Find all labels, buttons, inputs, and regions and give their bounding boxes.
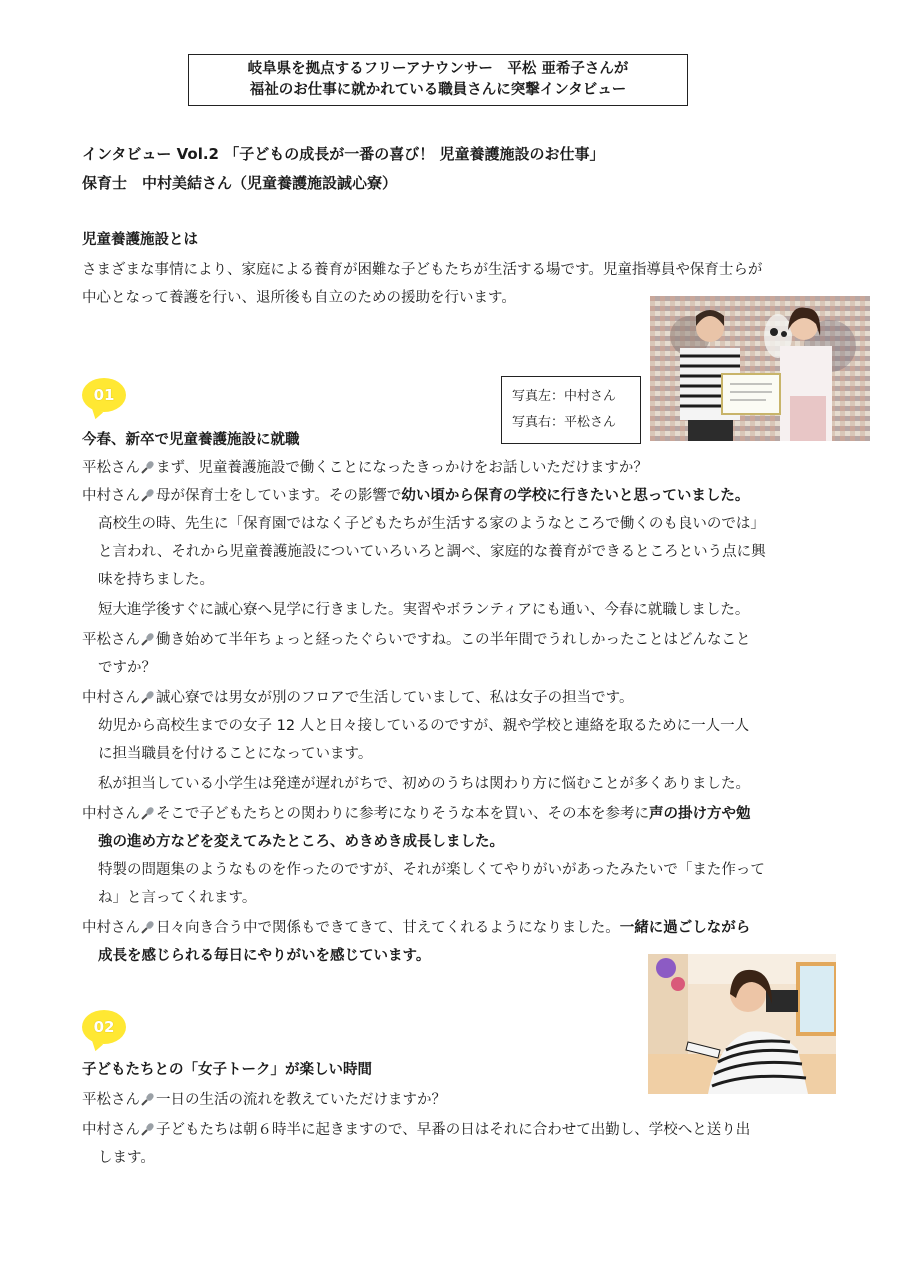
microphone-icon [141, 1122, 155, 1136]
dialogue-emphasis: 一緒に過ごしながら [619, 920, 751, 936]
speaker-name: 平松さん [82, 460, 140, 476]
dialogue-text: 誠心寮では男女が別のフロアで生活していまして、私は女子の担当です。 [156, 690, 634, 706]
speaker-name: 中村さん [82, 806, 140, 822]
dialogue-text: そこで子どもたちとの関わりに参考になりそうな本を買い、その本を参考に [156, 806, 649, 822]
dialogue-line [82, 454, 648, 482]
microphone-icon [141, 690, 155, 704]
dialogue-line [82, 800, 751, 828]
microphone-icon [141, 632, 155, 646]
speaker-name: 中村さん [82, 1122, 140, 1138]
microphone-icon [141, 806, 155, 820]
dialogue-continuation: 幼児から高校生までの女子 12 人と日々接しているのですが、親や学校と連絡を取るために一人一人 [98, 718, 750, 734]
microphone-icon [141, 488, 155, 502]
dialogue-text: 子どもたちは朝６時半に起きますので、早番の日はそれに合わせて出勤し、学校へと送り出 [156, 1122, 751, 1138]
dialogue-line [82, 626, 751, 654]
photo-interview-pair [650, 296, 870, 441]
intro-heading: 児童養護施設とは [82, 232, 198, 248]
article-subtitle: 保育士 中村美結さん（児童養護施設誠心寮） [82, 174, 398, 192]
dialogue-emphasis: 幼い頃から保育の学校に行きたいと思っていました。 [401, 488, 750, 504]
photo-nakamura-facility [648, 954, 836, 1094]
dialogue-continuation: 味を持ちました。 [98, 572, 214, 588]
speaker-name: 中村さん [82, 920, 140, 936]
intro-line-2: 中心となって養護を行い、退所後も自立のための援助を行います。 [82, 290, 516, 306]
dialogue-text: 母が保育士をしています。その影響で [156, 488, 402, 504]
dialogue-line [82, 684, 633, 712]
speaker-name: 平松さん [82, 1092, 140, 1108]
speaker-name: 中村さん [82, 488, 140, 504]
dialogue-continuation: ですか？ [98, 660, 156, 676]
dialogue-continuation: と言われ、それから児童養護施設についていろいろと調べ、家庭的な養育ができるところという点に興 [98, 544, 766, 560]
dialogue-continuation: ね」と言ってくれます。 [98, 890, 257, 906]
dialogue-line [82, 482, 749, 510]
dialogue-continuation: 特製の問題集のようなものを作ったのですが、それが楽しくてやりがいがあったみたいで「また作って [98, 862, 765, 878]
microphone-icon [141, 1092, 155, 1106]
dialogue-continuation: に担当職員を付けることになっています。 [98, 746, 373, 762]
microphone-icon [141, 460, 155, 474]
article-title: インタビュー Vol.2 「子どもの成長が一番の喜び！ 児童養護施設のお仕事」 [82, 145, 605, 163]
speaker-name: 平松さん [82, 632, 140, 648]
dialogue-continuation: 私が担当している小学生は発達が遅れがちで、初めのうちは関わり方に悩むことが多くありました。 [98, 776, 751, 792]
dialogue-emphasis: 強の進め方などを変えてみたところ、めきめき成長しました。 [98, 834, 504, 850]
section-badge-01: 01 [82, 378, 126, 412]
dialogue-continuation: します。 [98, 1150, 155, 1166]
dialogue-line [82, 1086, 446, 1114]
dialogue-emphasis: 声の掛け方や勉 [649, 806, 751, 822]
dialogue-emphasis: 成長を感じられる毎日にやりがいを感じています。 [98, 948, 431, 964]
section-badge-02: 02 [82, 1010, 126, 1044]
caption-left: 写真左：中村さん [512, 389, 617, 404]
dialogue-continuation: 高校生の時、先生に「保育園ではなく子どもたちが生活する家のようなところで働くのも良いのでは」 [98, 516, 765, 532]
header-line-1: 岐阜県を拠点するフリーアナウンサー 平松 亜希子さんが [247, 61, 629, 77]
microphone-icon [141, 920, 155, 934]
dialogue-text: 一日の生活の流れを教えていただけますか？ [156, 1092, 446, 1108]
dialogue-continuation: 短大進学後すぐに誠心寮へ見学に行きました。実習やボランティアにも通い、今春に就職しました。 [98, 602, 750, 618]
dialogue-text: 日々向き合う中で関係もできてきて、甘えてくれるようになりました。 [156, 920, 620, 936]
caption-right: 写真右：平松さん [512, 415, 617, 430]
section-2-heading: 子どもたちとの「女子トーク」が楽しい時間 [82, 1062, 372, 1078]
dialogue-line [82, 1116, 750, 1144]
section-1-heading: 今春、新卒で児童養護施設に就職 [82, 432, 300, 448]
header-box [188, 54, 688, 106]
dialogue-text: まず、児童養護施設で働くことになったきっかけをお話しいただけますか？ [156, 460, 648, 476]
photo-caption-box [501, 376, 641, 444]
dialogue-text: 働き始めて半年ちょっと経ったぐらいですね。この半年間でうれしかったことはどんなこと [156, 632, 751, 648]
intro-line-1: さまざまな事情により、家庭による養育が困難な子どもたちが生活する場です。児童指導員や保育士らが [82, 262, 763, 278]
dialogue-line [82, 914, 750, 942]
speaker-name: 中村さん [82, 690, 140, 706]
header-line-2: 福祉のお仕事に就かれている職員さんに突撃インタビュー [249, 82, 627, 98]
